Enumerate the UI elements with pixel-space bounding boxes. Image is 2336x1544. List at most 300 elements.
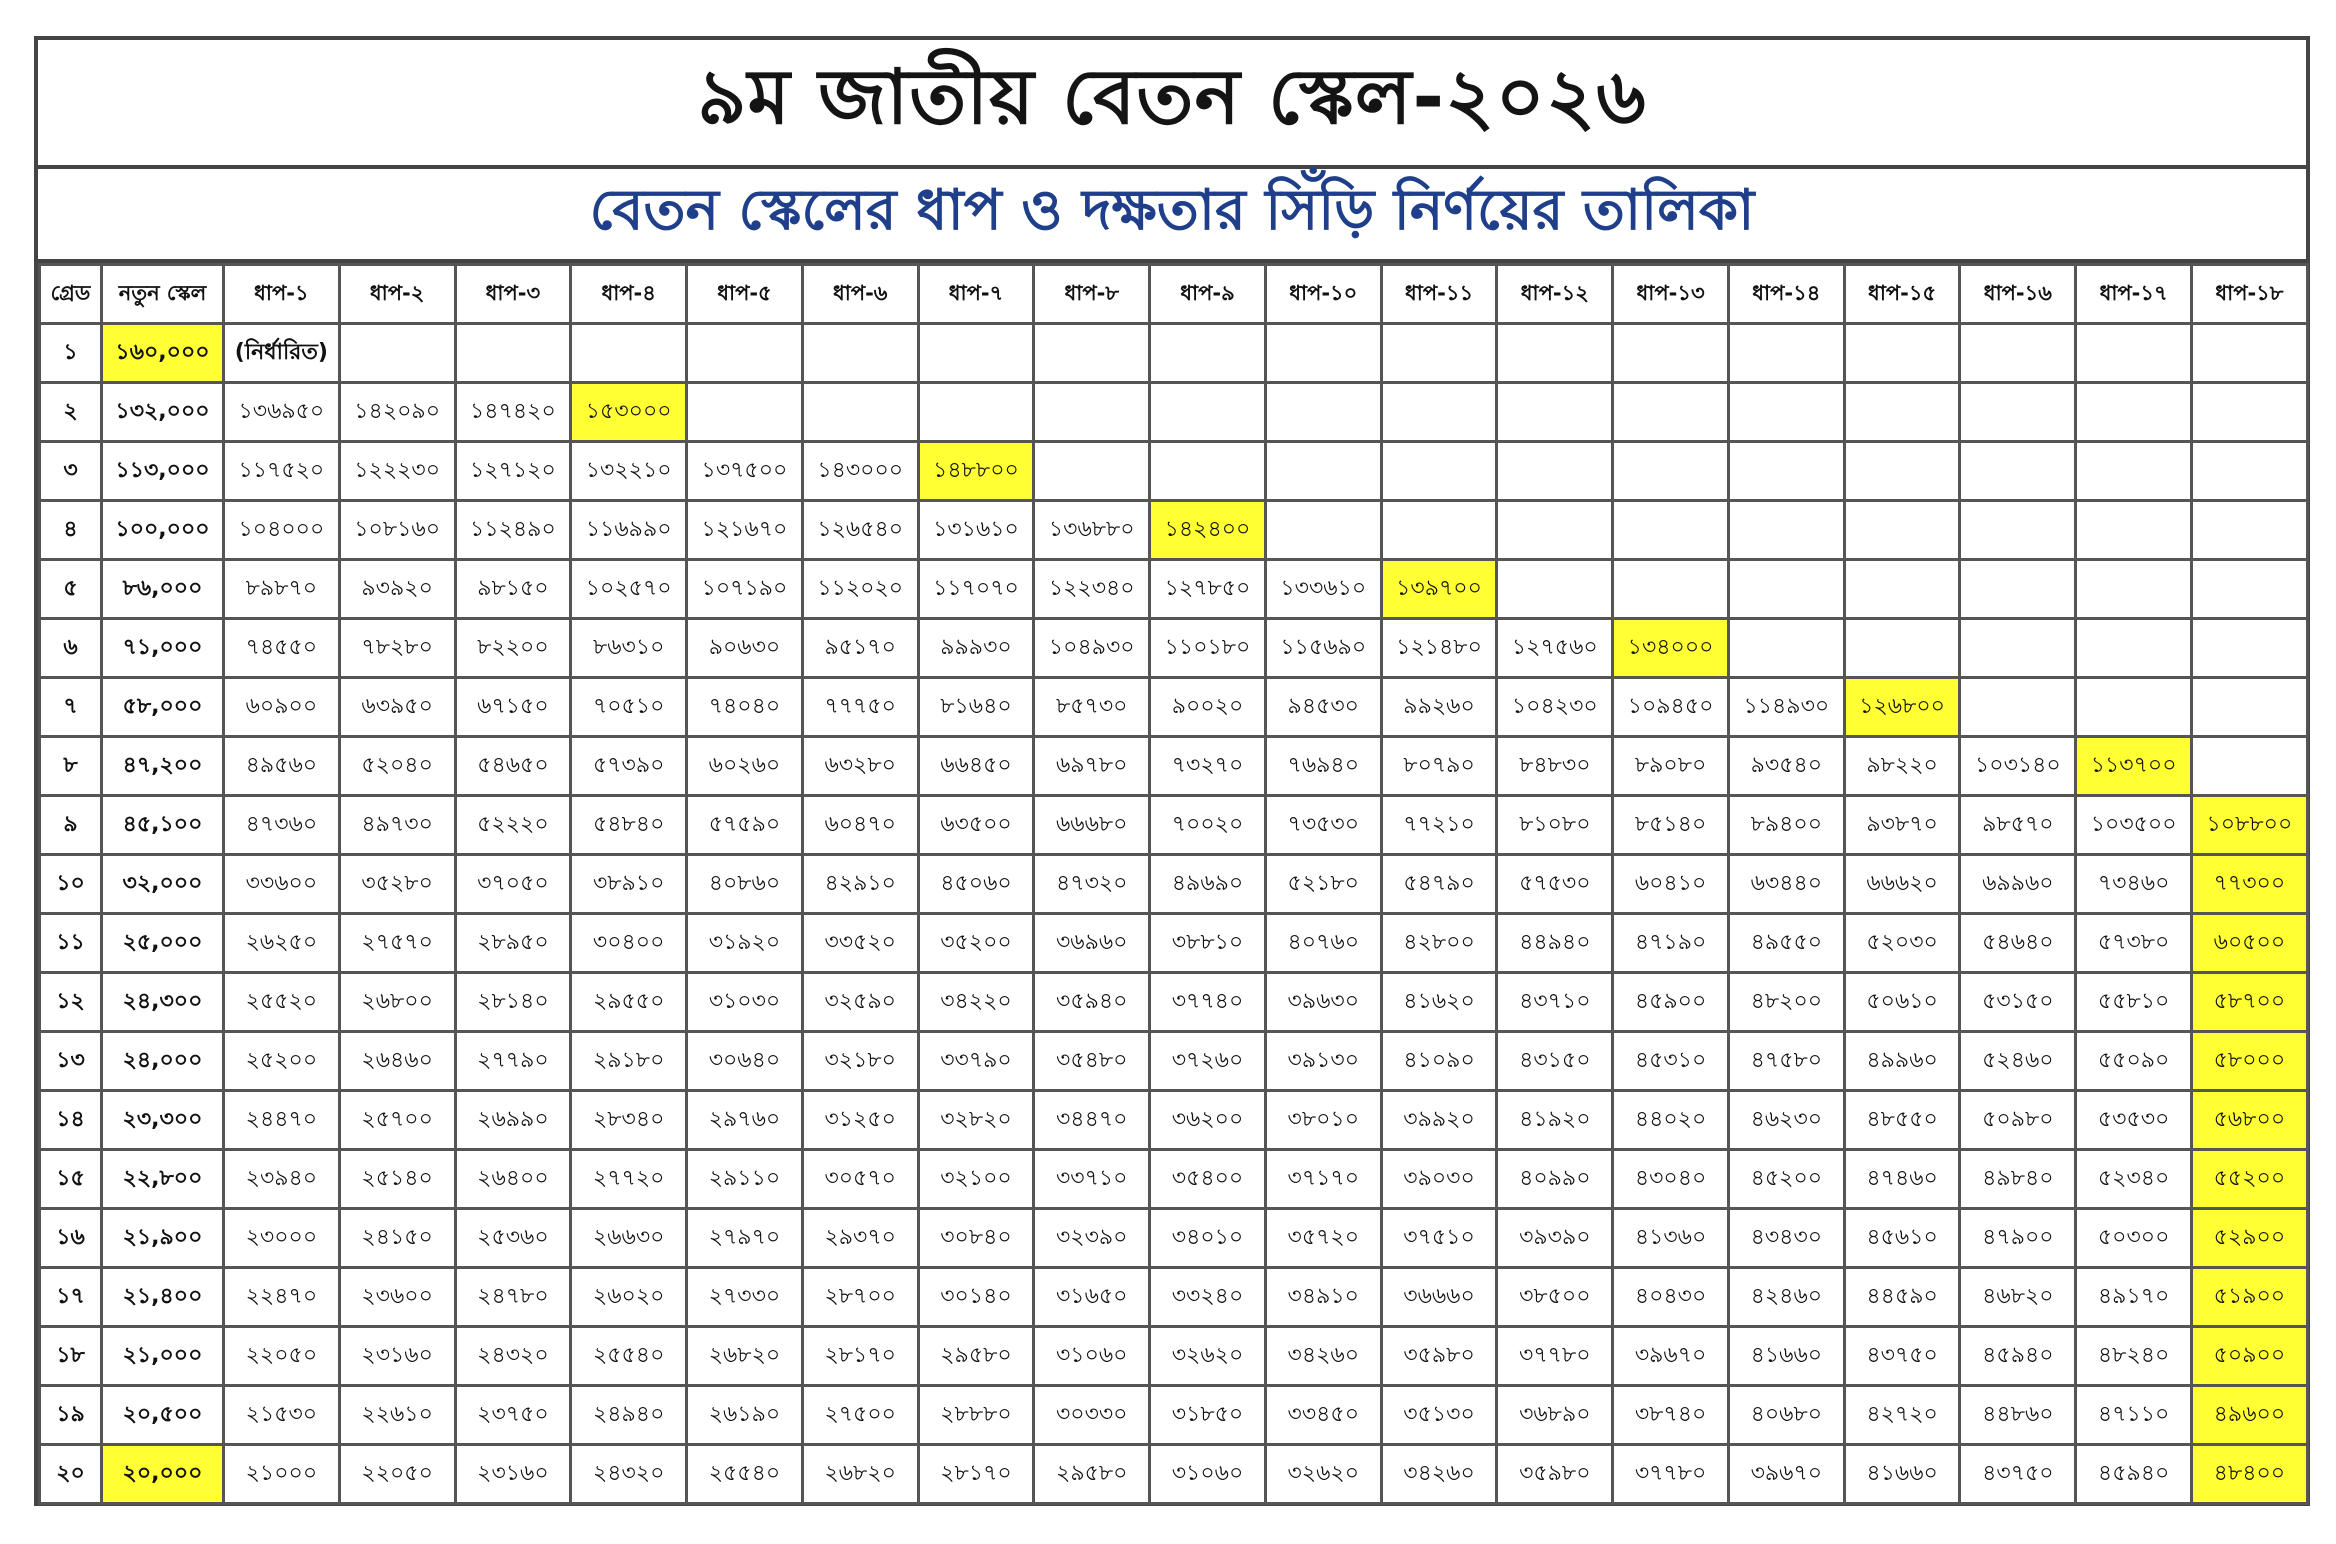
grade-cell: ১১ xyxy=(40,914,102,973)
step-cell: ৪৫৬১০ xyxy=(1844,1209,1960,1268)
empty-cell xyxy=(1728,324,1844,383)
step-cell: ৪৫৯৪০ xyxy=(1960,1327,2076,1386)
step-cell: ৯৯৯৩০ xyxy=(918,619,1034,678)
step-cell: ৬৩২৮০ xyxy=(802,737,918,796)
column-header: ধাপ-১০ xyxy=(1265,265,1381,324)
step-cell: ২৯১১০ xyxy=(687,1150,803,1209)
new-scale-cell: ২১,৯০০ xyxy=(102,1209,224,1268)
step-cell: ৩৬৯৬০ xyxy=(1034,914,1150,973)
step-cell: ৬৬৬২০ xyxy=(1844,855,1960,914)
step-cell: ৫২০৩০ xyxy=(1844,914,1960,973)
empty-cell xyxy=(1728,619,1844,678)
step-cell: ৫২২২০ xyxy=(455,796,571,855)
empty-cell xyxy=(2076,678,2192,737)
step-cell: ১২৭১২০ xyxy=(455,442,571,501)
step-cell: ১০৭১৯০ xyxy=(687,560,803,619)
step-cell: ৮১০৮০ xyxy=(1497,796,1613,855)
new-scale-cell: ২৪,৩০০ xyxy=(102,973,224,1032)
step-cell: ৩৭২৬০ xyxy=(1150,1032,1266,1091)
step-cell: ৭০৫১০ xyxy=(571,678,687,737)
step-cell: ৯৩৮৭০ xyxy=(1844,796,1960,855)
step-cell: ৩৩৭১০ xyxy=(1034,1150,1150,1209)
step-cell: ১৩৬৯৫০ xyxy=(224,383,340,442)
new-scale-cell: ৪৫,১০০ xyxy=(102,796,224,855)
step-cell: ৪৯৫৫০ xyxy=(1728,914,1844,973)
step-cell: ২৯৫৫০ xyxy=(571,973,687,1032)
step-cell: ৪৩৭৫০ xyxy=(1960,1445,2076,1504)
step-cell: ৩৭৭৮০ xyxy=(1497,1327,1613,1386)
step-cell: ২১০০০ xyxy=(224,1445,340,1504)
step-cell: ৯৮৫৭০ xyxy=(1960,796,2076,855)
table-row xyxy=(40,678,2308,737)
step-cell: ১০৮৮০০ xyxy=(2192,796,2308,855)
step-cell: ৫৩১৫০ xyxy=(1960,973,2076,1032)
step-cell: ৪৩১৫০ xyxy=(1497,1032,1613,1091)
step-cell: ৪১৬৬০ xyxy=(1728,1327,1844,1386)
step-cell: ২৬৪০০ xyxy=(455,1150,571,1209)
step-cell: ৪৭১৯০ xyxy=(1613,914,1729,973)
grade-cell: ৭ xyxy=(40,678,102,737)
step-cell: ৪১৬৬০ xyxy=(1844,1445,1960,1504)
empty-cell xyxy=(571,324,687,383)
step-cell: ৪২৭২০ xyxy=(1844,1386,1960,1445)
step-cell: ২৭৯৭০ xyxy=(687,1209,803,1268)
table-row xyxy=(40,796,2308,855)
new-scale-cell: ২১,৪০০ xyxy=(102,1268,224,1327)
empty-cell xyxy=(1960,501,2076,560)
step-cell: ৩৮৫০০ xyxy=(1497,1268,1613,1327)
step-cell: ৪৫০৬০ xyxy=(918,855,1034,914)
step-cell: ১২১৪৮০ xyxy=(1381,619,1497,678)
step-cell: ৩৮০১০ xyxy=(1265,1091,1381,1150)
step-cell: ৩৫৪৮০ xyxy=(1034,1032,1150,1091)
step-cell: ২৩১৬০ xyxy=(339,1327,455,1386)
step-cell: ৩০৬৪০ xyxy=(687,1032,803,1091)
grade-cell: ১৮ xyxy=(40,1327,102,1386)
step-cell: ২৪৩২০ xyxy=(455,1327,571,1386)
step-cell: ৪৯৬০০ xyxy=(2192,1386,2308,1445)
step-cell: ৫২৩৪০ xyxy=(2076,1150,2192,1209)
grade-cell: ১৩ xyxy=(40,1032,102,1091)
step-cell: ২১৫৩০ xyxy=(224,1386,340,1445)
grade-cell: ৯ xyxy=(40,796,102,855)
step-cell: ১২২২৩০ xyxy=(339,442,455,501)
step-cell: ৯৮২২০ xyxy=(1844,737,1960,796)
step-cell: ৩৭০৫০ xyxy=(455,855,571,914)
step-cell: ৩৩২৪০ xyxy=(1150,1268,1266,1327)
step-cell: ২৭৩৩০ xyxy=(687,1268,803,1327)
step-cell: ২৭৫০০ xyxy=(802,1386,918,1445)
column-header: ধাপ-১৮ xyxy=(2192,265,2308,324)
step-cell: ৭৪৫৫০ xyxy=(224,619,340,678)
fixed-note-cell: (নির্ধারিত) xyxy=(224,324,340,383)
step-cell: ৩৩৭৯০ xyxy=(918,1032,1034,1091)
empty-cell xyxy=(1613,442,1729,501)
step-cell: ১০৯৪৫০ xyxy=(1613,678,1729,737)
step-cell: ১১৫৬৯০ xyxy=(1265,619,1381,678)
step-cell: ৪৮৪০০ xyxy=(2192,1445,2308,1504)
column-header: ধাপ-১ xyxy=(224,265,340,324)
empty-cell xyxy=(1497,383,1613,442)
step-cell: ২৫৩৬০ xyxy=(455,1209,571,1268)
grade-cell: ৮ xyxy=(40,737,102,796)
step-cell: ৩৯৬৭০ xyxy=(1613,1327,1729,1386)
step-cell: ৫৪৬৪০ xyxy=(1960,914,2076,973)
empty-cell xyxy=(2192,619,2308,678)
step-cell: ৫৭৩৯০ xyxy=(571,737,687,796)
empty-cell xyxy=(1034,442,1150,501)
empty-cell xyxy=(1844,619,1960,678)
step-cell: ৩২৬২০ xyxy=(1265,1445,1381,1504)
step-cell: ১০৪০০০ xyxy=(224,501,340,560)
step-cell: ১১২৪৯০ xyxy=(455,501,571,560)
empty-cell xyxy=(1497,324,1613,383)
step-cell: ৪২৪৬০ xyxy=(1728,1268,1844,1327)
column-header: নতুন স্কেল xyxy=(102,265,224,324)
new-scale-cell: ২২,৮০০ xyxy=(102,1150,224,1209)
step-cell: ৩৯৯২০ xyxy=(1381,1091,1497,1150)
step-cell: ৪৪০২০ xyxy=(1613,1091,1729,1150)
step-cell: ২৩১৬০ xyxy=(455,1445,571,1504)
step-cell: ১৫৩০০০ xyxy=(571,383,687,442)
empty-cell xyxy=(2192,501,2308,560)
step-cell: ১২৬৮০০ xyxy=(1844,678,1960,737)
step-cell: ২২০৫০ xyxy=(224,1327,340,1386)
step-cell: ৮০৭৯০ xyxy=(1381,737,1497,796)
new-scale-cell: ১০০,০০০ xyxy=(102,501,224,560)
step-cell: ৪১৩৬০ xyxy=(1613,1209,1729,1268)
step-cell: ২৪১৫০ xyxy=(339,1209,455,1268)
step-cell: ৯৫১৭০ xyxy=(802,619,918,678)
step-cell: ৫২৯০০ xyxy=(2192,1209,2308,1268)
table-row xyxy=(40,914,2308,973)
step-cell: ৭৩৫৩০ xyxy=(1265,796,1381,855)
step-cell: ৫৫৮১০ xyxy=(2076,973,2192,1032)
step-cell: ১০২৫৭০ xyxy=(571,560,687,619)
new-scale-cell: ২৫,০০০ xyxy=(102,914,224,973)
step-cell: ৭৩৪৬০ xyxy=(2076,855,2192,914)
table-row xyxy=(40,383,2308,442)
step-cell: ৩৮৮১০ xyxy=(1150,914,1266,973)
pay-scale-table xyxy=(38,263,2309,1505)
empty-cell xyxy=(1034,383,1150,442)
page-subtitle: বেতন স্কেলের ধাপ ও দক্ষতার সিঁড়ি নির্ণয়ের তালিকা xyxy=(589,178,1755,243)
empty-cell xyxy=(1381,442,1497,501)
step-cell: ২২০৫০ xyxy=(339,1445,455,1504)
step-cell: ৩৫১৩০ xyxy=(1381,1386,1497,1445)
title-band xyxy=(38,40,2306,169)
step-cell: ৩৫৪০০ xyxy=(1150,1150,1266,1209)
step-cell: ৯৩৯২০ xyxy=(339,560,455,619)
step-cell: ২৭৭৯০ xyxy=(455,1032,571,1091)
new-scale-cell: ২০,৫০০ xyxy=(102,1386,224,1445)
step-cell: ১১৬৯৯০ xyxy=(571,501,687,560)
step-cell: ২৯১৮০ xyxy=(571,1032,687,1091)
step-cell: ২৭৫৭০ xyxy=(339,914,455,973)
step-cell: ৪৫২০০ xyxy=(1728,1150,1844,1209)
step-cell: ৪৭৪৬০ xyxy=(1844,1150,1960,1209)
step-cell: ২৬৯৯০ xyxy=(455,1091,571,1150)
new-scale-cell: ২৩,৩০০ xyxy=(102,1091,224,1150)
empty-cell xyxy=(802,383,918,442)
step-cell: ৮১৬৪০ xyxy=(918,678,1034,737)
step-cell: ৩১০৩০ xyxy=(687,973,803,1032)
new-scale-cell: ১১৩,০০০ xyxy=(102,442,224,501)
empty-cell xyxy=(1497,501,1613,560)
step-cell: ৩৩৪৫০ xyxy=(1265,1386,1381,1445)
step-cell: ৪৪৫৯০ xyxy=(1844,1268,1960,1327)
column-header: ধাপ-১৪ xyxy=(1728,265,1844,324)
table-row xyxy=(40,855,2308,914)
step-cell: ৯৮১৫০ xyxy=(455,560,571,619)
step-cell: ৪০৬৮০ xyxy=(1728,1386,1844,1445)
step-cell: ১৪৩০০০ xyxy=(802,442,918,501)
step-cell: ২৬৪৬০ xyxy=(339,1032,455,1091)
new-scale-cell: ২৪,০০০ xyxy=(102,1032,224,1091)
step-cell: ৩৬৮৯০ xyxy=(1497,1386,1613,1445)
step-cell: ২৫৫৪০ xyxy=(687,1445,803,1504)
grade-cell: ৪ xyxy=(40,501,102,560)
step-cell: ৪৭৩২০ xyxy=(1034,855,1150,914)
empty-cell xyxy=(1034,324,1150,383)
step-cell: ৫০৯০০ xyxy=(2192,1327,2308,1386)
step-cell: ৩২১৮০ xyxy=(802,1032,918,1091)
grade-cell: ১৬ xyxy=(40,1209,102,1268)
step-cell: ৩৯৬৩০ xyxy=(1265,973,1381,1032)
step-cell: ৩৭১৭০ xyxy=(1265,1150,1381,1209)
step-cell: ২৮১৪০ xyxy=(455,973,571,1032)
step-cell: ৩৪৯১০ xyxy=(1265,1268,1381,1327)
empty-cell xyxy=(1844,324,1960,383)
step-cell: ৫৮৭০০ xyxy=(2192,973,2308,1032)
grade-cell: ১৫ xyxy=(40,1150,102,1209)
step-cell: ৭৪০৪০ xyxy=(687,678,803,737)
step-cell: ৪০৮৬০ xyxy=(687,855,803,914)
table-row xyxy=(40,1091,2308,1150)
step-cell: ৩৭৭৪০ xyxy=(1150,973,1266,1032)
column-header: ধাপ-১৭ xyxy=(2076,265,2192,324)
empty-cell xyxy=(339,324,455,383)
step-cell: ৩৬৬৬০ xyxy=(1381,1268,1497,1327)
step-cell: ৪০৪৩০ xyxy=(1613,1268,1729,1327)
table-row xyxy=(40,1150,2308,1209)
step-cell: ১০৩৫০০ xyxy=(2076,796,2192,855)
step-cell: ২৬০২০ xyxy=(571,1268,687,1327)
step-cell: ২৯৫৮০ xyxy=(1034,1445,1150,1504)
empty-cell xyxy=(2192,737,2308,796)
step-cell: ৩১৬৫০ xyxy=(1034,1268,1150,1327)
step-cell: ২৮৯৫০ xyxy=(455,914,571,973)
step-cell: ৪৭১১০ xyxy=(2076,1386,2192,1445)
step-cell: ২৮৭০০ xyxy=(802,1268,918,1327)
step-cell: ৩৬২০০ xyxy=(1150,1091,1266,1150)
step-cell: ৫৮০০০ xyxy=(2192,1032,2308,1091)
empty-cell xyxy=(2076,501,2192,560)
grade-cell: ২ xyxy=(40,383,102,442)
table-row xyxy=(40,619,2308,678)
empty-cell xyxy=(918,324,1034,383)
step-cell: ১৩৬৮৮০ xyxy=(1034,501,1150,560)
step-cell: ৭৮২৮০ xyxy=(339,619,455,678)
step-cell: ৪৯৯৬০ xyxy=(1844,1032,1960,1091)
empty-cell xyxy=(1497,442,1613,501)
step-cell: ৩৩৫২০ xyxy=(802,914,918,973)
step-cell: ৭৬৯৪০ xyxy=(1265,737,1381,796)
subtitle-band xyxy=(38,169,2306,263)
step-cell: ৪৯৫৬০ xyxy=(224,737,340,796)
empty-cell xyxy=(2076,560,2192,619)
step-cell: ২৩০০০ xyxy=(224,1209,340,1268)
step-cell: ৪৮২০০ xyxy=(1728,973,1844,1032)
empty-cell xyxy=(1497,560,1613,619)
step-cell: ৩২৬২০ xyxy=(1150,1327,1266,1386)
column-header: ধাপ-২ xyxy=(339,265,455,324)
step-cell: ৪৫৩১০ xyxy=(1613,1032,1729,1091)
step-cell: ১৪২০৯০ xyxy=(339,383,455,442)
empty-cell xyxy=(2076,383,2192,442)
step-cell: ৪৩০৪০ xyxy=(1613,1150,1729,1209)
step-cell: ২৫৭০০ xyxy=(339,1091,455,1150)
table-row xyxy=(40,501,2308,560)
grade-cell: ১ xyxy=(40,324,102,383)
step-cell: ৯৯২৬০ xyxy=(1381,678,1497,737)
step-cell: ৫৫০৯০ xyxy=(2076,1032,2192,1091)
step-cell: ৩১৮৫০ xyxy=(1150,1386,1266,1445)
empty-cell xyxy=(687,324,803,383)
step-cell: ৬০৫০০ xyxy=(2192,914,2308,973)
table-row xyxy=(40,1386,2308,1445)
step-cell: ৬০৪৭০ xyxy=(802,796,918,855)
step-cell: ২৩৯৪০ xyxy=(224,1150,340,1209)
step-cell: ১১৩৭০০ xyxy=(2076,737,2192,796)
empty-cell xyxy=(1381,501,1497,560)
step-cell: ৩৪২৬০ xyxy=(1265,1327,1381,1386)
grade-cell: ৩ xyxy=(40,442,102,501)
table-body xyxy=(40,324,2308,1504)
empty-cell xyxy=(455,324,571,383)
step-cell: ২৬৬৩০ xyxy=(571,1209,687,1268)
step-cell: ৩২১০০ xyxy=(918,1150,1034,1209)
step-cell: ২৮১৭০ xyxy=(918,1445,1034,1504)
table-row xyxy=(40,737,2308,796)
grade-cell: ১৪ xyxy=(40,1091,102,1150)
step-cell: ৬৭১৫০ xyxy=(455,678,571,737)
step-cell: ৩৫২০০ xyxy=(918,914,1034,973)
step-cell: ৪৮৫৫০ xyxy=(1844,1091,1960,1150)
step-cell: ৬৩৪৪০ xyxy=(1728,855,1844,914)
step-cell: ৪২৮০০ xyxy=(1381,914,1497,973)
column-header: ধাপ-৪ xyxy=(571,265,687,324)
step-cell: ৩৫৯৮০ xyxy=(1497,1445,1613,1504)
new-scale-cell: ২১,০০০ xyxy=(102,1327,224,1386)
step-cell: ৪৯৮৪০ xyxy=(1960,1150,2076,1209)
step-cell: ৪৩৭১০ xyxy=(1497,973,1613,1032)
step-cell: ১১০১৮০ xyxy=(1150,619,1266,678)
column-header: ধাপ-১২ xyxy=(1497,265,1613,324)
empty-cell xyxy=(1728,501,1844,560)
step-cell: ৬৬৪৫০ xyxy=(918,737,1034,796)
new-scale-cell: ৪৭,২০০ xyxy=(102,737,224,796)
empty-cell xyxy=(2192,324,2308,383)
step-cell: ১০৮১৬০ xyxy=(339,501,455,560)
step-cell: ৪৯৬৯০ xyxy=(1150,855,1266,914)
step-cell: ৯০০২০ xyxy=(1150,678,1266,737)
step-cell: ৪১০৯০ xyxy=(1381,1032,1497,1091)
step-cell: ৯০৬৩০ xyxy=(687,619,803,678)
step-cell: ১১২০২০ xyxy=(802,560,918,619)
new-scale-cell: ৮৬,০০০ xyxy=(102,560,224,619)
empty-cell xyxy=(802,324,918,383)
step-cell: ৪৭৩৬০ xyxy=(224,796,340,855)
step-cell: ৬৩৯৫০ xyxy=(339,678,455,737)
column-header: ধাপ-৩ xyxy=(455,265,571,324)
step-cell: ২৫১৪০ xyxy=(339,1150,455,1209)
step-cell: ৬৩৫০০ xyxy=(918,796,1034,855)
step-cell: ৩১২৫০ xyxy=(802,1091,918,1150)
empty-cell xyxy=(687,383,803,442)
step-cell: ২৭৭২০ xyxy=(571,1150,687,1209)
column-header: ধাপ-১৫ xyxy=(1844,265,1960,324)
step-cell: ৪৬৮২০ xyxy=(1960,1268,2076,1327)
step-cell: ৩৯০৩০ xyxy=(1381,1150,1497,1209)
step-cell: ৫০৬১০ xyxy=(1844,973,1960,1032)
step-cell: ৬০২৬০ xyxy=(687,737,803,796)
table-row xyxy=(40,442,2308,501)
step-cell: ৫২৪৬০ xyxy=(1960,1032,2076,1091)
empty-cell xyxy=(1960,383,2076,442)
step-cell: ৪৯৭৩০ xyxy=(339,796,455,855)
empty-cell xyxy=(918,383,1034,442)
empty-cell xyxy=(1728,442,1844,501)
empty-cell xyxy=(1728,560,1844,619)
step-cell: ৯৩৫৪০ xyxy=(1728,737,1844,796)
step-cell: ৮৫১৪০ xyxy=(1613,796,1729,855)
step-cell: ৩০৮৪০ xyxy=(918,1209,1034,1268)
step-cell: ১২১৬৭০ xyxy=(687,501,803,560)
step-cell: ২৪৯৪০ xyxy=(571,1386,687,1445)
step-cell: ৩১৯২০ xyxy=(687,914,803,973)
step-cell: ৭০০২০ xyxy=(1150,796,1266,855)
step-cell: ২৮১৭০ xyxy=(802,1327,918,1386)
step-cell: ২৬১৯০ xyxy=(687,1386,803,1445)
step-cell: ৩১০৬০ xyxy=(1150,1445,1266,1504)
empty-cell xyxy=(1728,383,1844,442)
step-cell: ১৪৭৪২০ xyxy=(455,383,571,442)
step-cell: ২৬৮০০ xyxy=(339,973,455,1032)
step-cell: ৩৩৬০০ xyxy=(224,855,340,914)
new-scale-cell: ১৩২,০০০ xyxy=(102,383,224,442)
step-cell: ২৬৮২০ xyxy=(802,1445,918,1504)
step-cell: ৬০৯০০ xyxy=(224,678,340,737)
step-cell: ২২৪৭০ xyxy=(224,1268,340,1327)
table-row xyxy=(40,973,2308,1032)
table-row xyxy=(40,1209,2308,1268)
new-scale-cell: ২০,০০০ xyxy=(102,1445,224,1504)
step-cell: ৫৬৮০০ xyxy=(2192,1091,2308,1150)
grade-cell: ২০ xyxy=(40,1445,102,1504)
step-cell: ৩৫৯৪০ xyxy=(1034,973,1150,1032)
empty-cell xyxy=(1265,324,1381,383)
step-cell: ২৮৩৪০ xyxy=(571,1091,687,1150)
step-cell: ৩৯৩৯০ xyxy=(1497,1209,1613,1268)
step-cell: ৪০৭৬০ xyxy=(1265,914,1381,973)
step-cell: ৩৫২৮০ xyxy=(339,855,455,914)
step-cell: ৩১০৬০ xyxy=(1034,1327,1150,1386)
column-header: ধাপ-৮ xyxy=(1034,265,1150,324)
table-row xyxy=(40,1445,2308,1504)
step-cell: ৫৪৭৯০ xyxy=(1381,855,1497,914)
table-row xyxy=(40,324,2308,383)
